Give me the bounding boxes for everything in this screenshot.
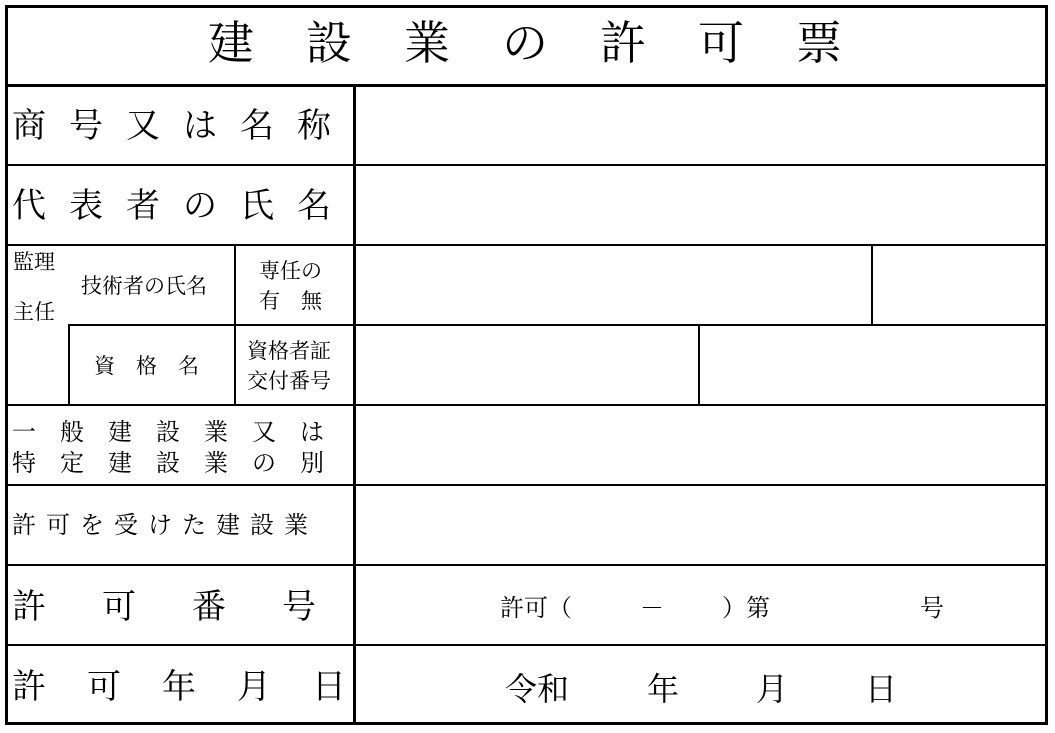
row-divider bbox=[5, 644, 1048, 646]
row-divider bbox=[5, 84, 1048, 87]
supervisor-label-line1: 監理 bbox=[13, 250, 55, 274]
general-special-value-cell[interactable] bbox=[357, 407, 1044, 483]
certificate-label-line2: 交付番号 bbox=[247, 369, 331, 393]
row-divider bbox=[5, 404, 1048, 406]
qualification-name-value-cell[interactable] bbox=[357, 327, 697, 403]
supervisor-column-divider bbox=[68, 324, 70, 406]
border-bottom bbox=[5, 722, 1048, 725]
label-column-divider bbox=[353, 84, 356, 724]
general-special-label-line2: 特定建設業の別 bbox=[12, 449, 348, 477]
trade-name-label: 商号又は名称 bbox=[12, 106, 354, 146]
representative-label: 代表者の氏名 bbox=[12, 186, 354, 226]
supervisor-label-line2: 主任 bbox=[13, 300, 55, 324]
sublabel-column-divider bbox=[234, 244, 236, 406]
row-divider bbox=[5, 164, 1048, 166]
border-left bbox=[5, 5, 8, 725]
engineer-name-value-cell[interactable] bbox=[357, 247, 870, 323]
fulltime-value-divider bbox=[871, 244, 873, 326]
row-divider bbox=[68, 324, 1048, 326]
engineer-name-label: 技術者の氏名 bbox=[81, 274, 207, 298]
permit-number-dash: － bbox=[640, 594, 664, 622]
permit-number-close: ）第 bbox=[722, 594, 770, 622]
fulltime-label-line2: 有 無 bbox=[259, 289, 322, 313]
fulltime-value-cell[interactable] bbox=[874, 247, 1044, 323]
permit-number-label: 許可番号 bbox=[12, 587, 372, 627]
certificate-value-divider bbox=[698, 324, 700, 406]
trade-name-value-cell[interactable] bbox=[357, 88, 1044, 163]
row-divider bbox=[5, 484, 1048, 486]
permit-date-label: 許可年月日 bbox=[12, 667, 387, 707]
border-right bbox=[1045, 5, 1048, 725]
page-title: 建設業の許可票 bbox=[208, 16, 894, 70]
fulltime-label-line1: 専任の bbox=[259, 259, 322, 283]
certificate-label-line1: 資格者証 bbox=[247, 339, 331, 363]
qualification-name-label: 資 格 名 bbox=[94, 354, 199, 378]
date-era: 令和 bbox=[505, 670, 570, 708]
row-divider bbox=[5, 564, 1048, 566]
permitted-work-value-cell[interactable] bbox=[357, 487, 1044, 563]
representative-value-cell[interactable] bbox=[357, 167, 1044, 243]
permit-number-suffix: 号 bbox=[920, 594, 944, 622]
certificate-number-value-cell[interactable] bbox=[701, 327, 1044, 403]
date-day: 日 bbox=[865, 670, 898, 708]
permit-number-prefix: 許可（ bbox=[500, 594, 572, 622]
date-year: 年 bbox=[647, 670, 680, 708]
general-special-label-line1: 一般建設業又は bbox=[12, 418, 348, 446]
border-top bbox=[5, 5, 1048, 8]
permitted-work-label: 許可を受けた建設業 bbox=[12, 511, 318, 539]
row-divider bbox=[5, 244, 1048, 246]
date-month: 月 bbox=[756, 670, 789, 708]
